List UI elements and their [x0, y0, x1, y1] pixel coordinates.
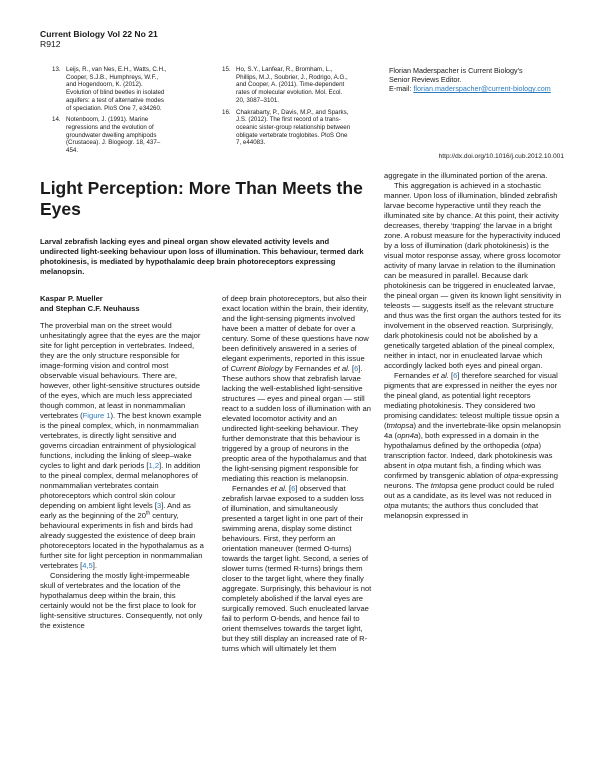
reference-text: Chakrabarty, P., Davis, M.P., and Sparks, J.S. (2012). The first record of a trans-oceanic sister-group relationship between obligate vertebrate troglobites. PloS One 7, e44083. [236, 108, 351, 147]
paragraph: Fernandes et al. [6] observed that zebrafish larvae exposed to a sudden loss of illumination, and simultaneously presented a target light in one part of their swimming arena, display some distinct behaviours. First, they perform an orientation maneuver (termed O-turns) towards the target light. Second, a series of slower turns (termed R-turns) brings them closer to the target light, where they finally aggregate. Surprisingly, this behaviour is not completely abolished if the larval eyes are surgically removed. Such enucleated larvae fail to perform O-bends, and hence fail to orient themselves towards the target light, but they still display an increased rate of R-turns which will ultimately let them [222, 484, 372, 653]
editor-email-line [389, 84, 564, 93]
paragraph: of deep brain photoreceptors, but also their exact location within the brain, their identity, and the light-sensing pigments involved have been a matter of debate for over a century. Some of these questions have now been definitively answered in a series of elegant experiments, reported in this issue of Current Biology by Fernandes et al. [6]. These authors show that zebrafish larvae lacking the well-established light-sensitive structures — eyes and pineal organ — still react to a sudden loss of illumination with an elevated locomotor activity and an undirected light-seeking behaviour. They further demonstrate that this behaviour is triggered by a group of neurons in the preoptic area of the hypothalamus and that the light-sensing pigment responsible for mediating this reaction is melanopsin. [222, 294, 372, 483]
citation-link[interactable]: 4,5 [82, 561, 93, 570]
reference-number: 14. [52, 116, 61, 124]
citation-link[interactable]: 3 [156, 501, 162, 510]
citation-link[interactable]: 6 [354, 364, 359, 373]
reference-list-1 [52, 66, 167, 159]
editor-line-1: Florian Maderspacher is Current Biology's [389, 66, 523, 75]
editor-email-link[interactable]: florian.maderspacher@current-biology.com [413, 84, 551, 93]
editor-line-2: Senior Reviews Editor. [389, 75, 462, 84]
body-column-1 [40, 321, 205, 631]
editor-note [389, 66, 564, 93]
author-2: and Stephan C.F. Neuhauss [40, 304, 140, 313]
journal-volume: Vol 22 No 21 [107, 29, 158, 39]
reference-item [52, 66, 167, 112]
reference-text: Notenboom, J. (1991). Marine regressions and the evolution of groundwater dwelling amphipods (Crustacea). J. Biogeogr. 18, 437–454. [66, 116, 161, 155]
reference-item [222, 109, 352, 148]
article-abstract: Larval zebrafish lacking eyes and pineal organ show elevated activity levels and undirected light-seeking behaviour upon loss of illumination. This behaviour, termed dark photokinesis, is mediated by hypothalamic deep brain photoreceptors expressing melanopsin. [40, 237, 364, 276]
reference-item [52, 116, 167, 155]
reference-text: Leijs, R., van Nes, E.H., Watts, C.H., Cooper, S.J.B., Humphreys, W.F., and Hogendoorn, K. (2012). Evolution of blind beetles in isolated aquifers: a test of alternative modes of speciation. PloS One 7, e34260. [66, 66, 167, 112]
citation-link[interactable]: 6 [453, 371, 458, 380]
reference-list-2 [222, 66, 352, 151]
paragraph: Considering the mostly light-impermeable skull of vertebrates and the location of the hypothalamus deep within the brain, this certainly would not be the first place to look for light-sensitive structures. Consequently, not only the existence [40, 571, 203, 630]
journal-header [40, 29, 158, 39]
paragraph: aggregate in the illuminated portion of the arena. [384, 171, 548, 180]
figure-1-link[interactable]: Figure 1 [82, 411, 111, 420]
citation-link[interactable]: 1,2 [148, 461, 160, 470]
body-column-3 [384, 171, 564, 521]
article-title: Light Perception: More Than Meets the Eyes [40, 178, 363, 219]
paragraph: The proverbial man on the street would unhesitatingly agree that the eyes are the major site for light perception in vertebrates. Indeed, they are the only structure responsible for image-forming vision and control most observable visual behaviours. There are, however, other light-sensitive structures outside of the eyes, which are much less appreciated though common, at least in nonmammalian vertebrates (Figure 1). The best known example is the pineal complex, which, in nonmammalian vertebrates, is directly light sensitive and governs circadian entrainment of physiological functions, including the linking of sleep–wake cycles to light and dark periods [1,2]. In addition to the pineal complex, dermal melanophores of nonmammalian vertebrates contain photoreceptors which control skin colour depending on ambient light levels [3]. And as early as the beginning of the 20th century, behavioural experiments in fish and birds had already suggested the existence of deep brain photoreceptors located in the hypothalamus as a further site for light perception in nonmammalian vertebrates [4,5]. [40, 321, 204, 570]
reference-number: 13. [52, 66, 61, 73]
body-column-2 [222, 294, 372, 654]
citation-link[interactable]: 6 [291, 484, 296, 493]
author-block [40, 294, 205, 314]
journal-name: Current Biology [40, 29, 105, 39]
email-label: E-mail: [389, 84, 414, 93]
author-1: Kaspar P. Mueller [40, 294, 103, 303]
reference-item [222, 66, 352, 105]
page-number: R912 [40, 39, 61, 49]
reference-number: 16. [222, 108, 231, 116]
reference-text: Ho, S.Y., Lanfear, R., Bromham, L., Phillips, M.J., Soubrier, J., Rodrigo, A.G., and Cooper, A. (2011). Time-dependent rates of molecular evolution. Mol. Ecol. 20, 3087–3101. [236, 66, 348, 104]
paragraph: This aggregation is achieved in a stochastic manner. Upon loss of illumination, blinded zebrafish larvae become hyperactive until they reach the illuminated site by chance. At this point, their activity decreases, thereby ‘trapping’ the larvae in a bright zone. A robust measure for the hyperactivity induced by a loss of illumination (dark photokinesis) is the visual motor response assay, where gross locomotor activity of many larvae in relation to the illumination can be measured in parallel. Because dark photokinesis can be triggered in enucleated larvae, the pineal organ — given its known light sensitivity in teleosts — suggests itself as the relevant structure and thus was the first organ the authors tested for its involvement in the observed reaction. Surprisingly, dark photokinesis could not be abolished by a genetically targeted ablation of the pineal complex, neither in intact, nor in enucleated larvae which accordingly lacked both eyes and pineal organ. [384, 181, 562, 370]
doi-link[interactable]: http://dx.doi.org/10.1016/j.cub.2012.10.001 [438, 153, 564, 160]
paragraph: Fernandes et al. [6] therefore searched for visual pigments that are expressed in neither the eyes nor the pineal gland, as potential light receptors mediating photokinesis. They considered two promising candidates: teleost multiple tissue opsin a (tmtopsa) and the invertebrate-like opsin melanopsin 4a (opn4a), both expressed in a domain in the hypothalamus defined by the orthopedia (otpa) transcription factor. Indeed, dark photokinesis was absent in otpa mutant fish, a finding which was confirmed by transgenic ablation of otpa-expressing neurons. The tmtopsa gene product could be ruled out as a candidate, as its level was not reduced in otpa mutants; the authors thus concluded that melanopsin expressed in [384, 371, 561, 520]
reference-number: 15. [222, 66, 231, 73]
